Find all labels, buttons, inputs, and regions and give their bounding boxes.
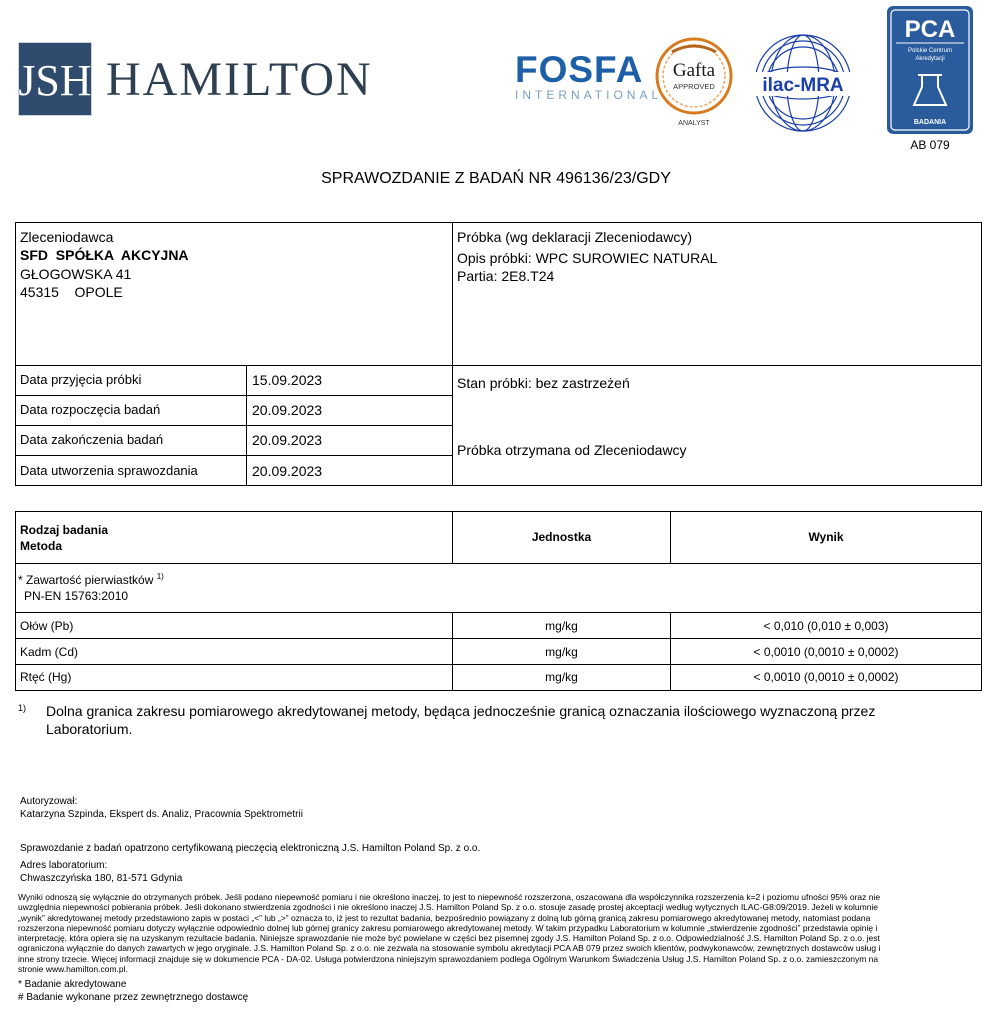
- results-group-divider: [16, 612, 981, 613]
- sample-label: Próbka (wg deklaracji Zleceniodawcy): [457, 229, 692, 245]
- lab-address-value: Chwaszczyńska 180, 81-571 Gdynia: [20, 873, 183, 884]
- disclaimer-line: uwzględnia niepewności pobierania próbek. Jeśli dokonano stwierdzenia zgodności i nie określono inaczej J.S. Hamilton Poland Sp. z o.o. stosuje zasadę prostej akceptacji według wytycznych ILAC-G8:09/2019. Jeżeli w kolumnie: [18, 902, 879, 913]
- gafta-wordmark: Gafta: [672, 60, 716, 81]
- pca-subtitle-2: Akredytacji: [915, 56, 945, 62]
- disclaimer-line: interpretację, która opiera się na uzyskanym rezultacie badania. Niniejsze sprawozdanie nie może być powielane w części bez pisemnej zgody J.S. Hamilton Poland Sp. z o.o. Odpowiedzialność J.S. Hamilton Poland Sp. z o.o. jest: [18, 933, 880, 944]
- sample-batch: Partia: 2E8.T24: [457, 268, 555, 284]
- pca-code: AB 079: [910, 138, 950, 152]
- results-header-divider: [16, 563, 981, 564]
- group-title-text: * Zawartość pierwiastków: [18, 573, 154, 587]
- disclaimer-line: „wynik” akredytowanej metody przedstawiono zapis w postaci „<” lub „>” oznacza to, iż jest to rezultat badania, bezpośrednio powiązany z dolną lub górną granicą zakresu pomiarowego akredytowanej metody, natomiast podana: [18, 912, 871, 923]
- client-name: SFD SPÓŁKA AKCYJNA: [20, 247, 189, 263]
- hamilton-mark-text: JSH: [19, 56, 91, 105]
- group-method: PN-EN 15763:2010: [24, 589, 129, 603]
- date-value: 15.09.2023: [252, 372, 323, 388]
- result-name: Rtęć (Hg): [20, 670, 72, 684]
- disclaimer: [18, 892, 980, 974]
- fosfa-logo: [515, 49, 663, 106]
- header-method: Metoda: [20, 539, 62, 553]
- result-value: < 0,0010 (0,0010 ± 0,0002): [753, 645, 899, 659]
- results-row-divider: [16, 664, 981, 665]
- pca-badge: BADANIA: [913, 119, 947, 126]
- header-result: Wynik: [808, 530, 844, 544]
- hamilton-wordmark: HAMILTON: [106, 53, 373, 106]
- footnote-mark: 1): [18, 703, 27, 713]
- lab-address-label: Adres laboratorium:: [20, 860, 108, 871]
- date-value: 20.09.2023: [252, 432, 323, 448]
- pca-wordmark: PCA: [904, 16, 956, 43]
- result-name: Ołów (Pb): [20, 619, 74, 633]
- disclaimer-line: rozszerzona niepewność pomiaru dotyczy wyłącznie odpowiednio dolnej lub górnej granicy zakresu pomiarowego akredytowanej metody. W takim przypadku Laboratorium w kolumnie „stwierdzenie zgodności” przedstawia opinię i: [18, 922, 878, 933]
- result-value: < 0,010 (0,010 ± 0,003): [763, 619, 889, 633]
- client-city: 45315 OPOLE: [20, 284, 123, 300]
- footnote-line-2: Laboratorium.: [46, 721, 133, 737]
- header-unit: Jednostka: [531, 530, 592, 544]
- date-label: Data utworzenia sprawozdania: [20, 463, 198, 478]
- divider-date-1: [16, 395, 452, 396]
- result-unit: mg/kg: [545, 670, 578, 684]
- pca-subtitle-1: Polskie Centrum: [907, 48, 953, 54]
- ilac-wordmark: ilac-MRA: [762, 75, 844, 96]
- client-label: Zleceniodawca: [20, 229, 114, 245]
- legend-external: # Badanie wykonane przez zewnętrznego dostawcę: [18, 992, 249, 1003]
- authorized-person: Katarzyna Szpinda, Ekspert ds. Analiz, Pracownia Spektrometrii: [20, 809, 303, 820]
- sample-description: Opis próbki: WPC SUROWIEC NATURAL: [457, 250, 718, 266]
- date-label: Data przyjęcia próbki: [20, 372, 142, 387]
- disclaimer-line: ograniczona wyłącznie do danych zawartych w jego oryginale. J.S. Hamilton Poland Sp. z o.o. nie zezwala na stosowanie symbolu akredytacji PCA AB 079 przez swoich klientów, podwykonawców, zewnętrznych dostawców usług i: [18, 943, 881, 954]
- result-unit: mg/kg: [545, 645, 578, 659]
- hamilton-logo: [18, 42, 398, 114]
- divider-date-2: [16, 425, 452, 426]
- disclaimer-line: inne strony trzecie. Więcej informacji znajduje się w dokumencie PCA - DA-02. Usługa potwierdzona niniejszym sprawozdaniem podlega Ogólnym Warunkom Świadczenia Usług J.S. Hamilton Poland Sp. z o.o. zamieszczonym na: [18, 953, 879, 964]
- group-footnote-ref: 1): [156, 572, 164, 581]
- divider-date-3: [16, 455, 452, 456]
- divider-vertical-main: [452, 223, 453, 485]
- ilac-mra-logo: [752, 32, 854, 134]
- date-label: Data rozpoczęcia badań: [20, 402, 161, 417]
- gafta-logo: [654, 36, 734, 128]
- result-unit: mg/kg: [545, 619, 578, 633]
- disclaimer-line: stronie www.hamilton.com.pl.: [18, 964, 128, 975]
- footnote-line-1: Dolna granica zakresu pomiarowego akredytowanej metody, będąca jednocześnie granicą oznaczania ilościowego wyznaczoną przez: [46, 703, 876, 719]
- legend-accredited: * Badanie akredytowane: [18, 979, 127, 990]
- pca-logo: [886, 5, 974, 155]
- divider-horizontal-main: [16, 365, 981, 366]
- gafta-analyst: ANALYST: [678, 120, 710, 127]
- hamilton-mark-icon: [18, 42, 92, 116]
- client-street: GŁOGOWSKA 41: [20, 266, 132, 282]
- disclaimer-line: Wyniki odnoszą się wyłącznie do otrzymanych próbek. Jeśli podano niepewność pomiaru i nie określono inaczej, to jest to niepewność rozszerzona, oszacowana dla współczynnika rozszerzenia k=2 i poziomu ufności 95% oraz nie: [18, 892, 881, 902]
- sample-condition: Stan próbki: bez zastrzeżeń: [457, 375, 630, 391]
- gafta-approved: APPROVED: [673, 82, 715, 91]
- signature-note: Sprawozdanie z badań opatrzono certyfikowaną pieczęcią elektroniczną J.S. Hamilton Poland Sp. z o.o.: [20, 843, 481, 854]
- results-row-divider: [16, 638, 981, 639]
- date-value: 20.09.2023: [252, 463, 323, 479]
- fosfa-wordmark: FOSFA: [515, 49, 644, 90]
- header-test-type: Rodzaj badania: [20, 523, 109, 537]
- client-sample-box: [15, 222, 982, 486]
- group-title: [18, 572, 164, 587]
- report-title: SPRAWOZDANIE Z BADAŃ NR 496136/23/GDY: [321, 170, 671, 187]
- sample-received-from: Próbka otrzymana od Zleceniodawcy: [457, 442, 687, 458]
- date-label: Data zakończenia badań: [20, 432, 164, 447]
- authorized-label: Autoryzował:: [20, 796, 78, 807]
- result-value: < 0,0010 (0,0010 ± 0,0002): [753, 670, 899, 684]
- result-name: Kadm (Cd): [20, 645, 79, 659]
- results-table: [15, 511, 982, 691]
- fosfa-subtitle: INTERNATIONAL: [515, 88, 663, 102]
- date-value: 20.09.2023: [252, 402, 323, 418]
